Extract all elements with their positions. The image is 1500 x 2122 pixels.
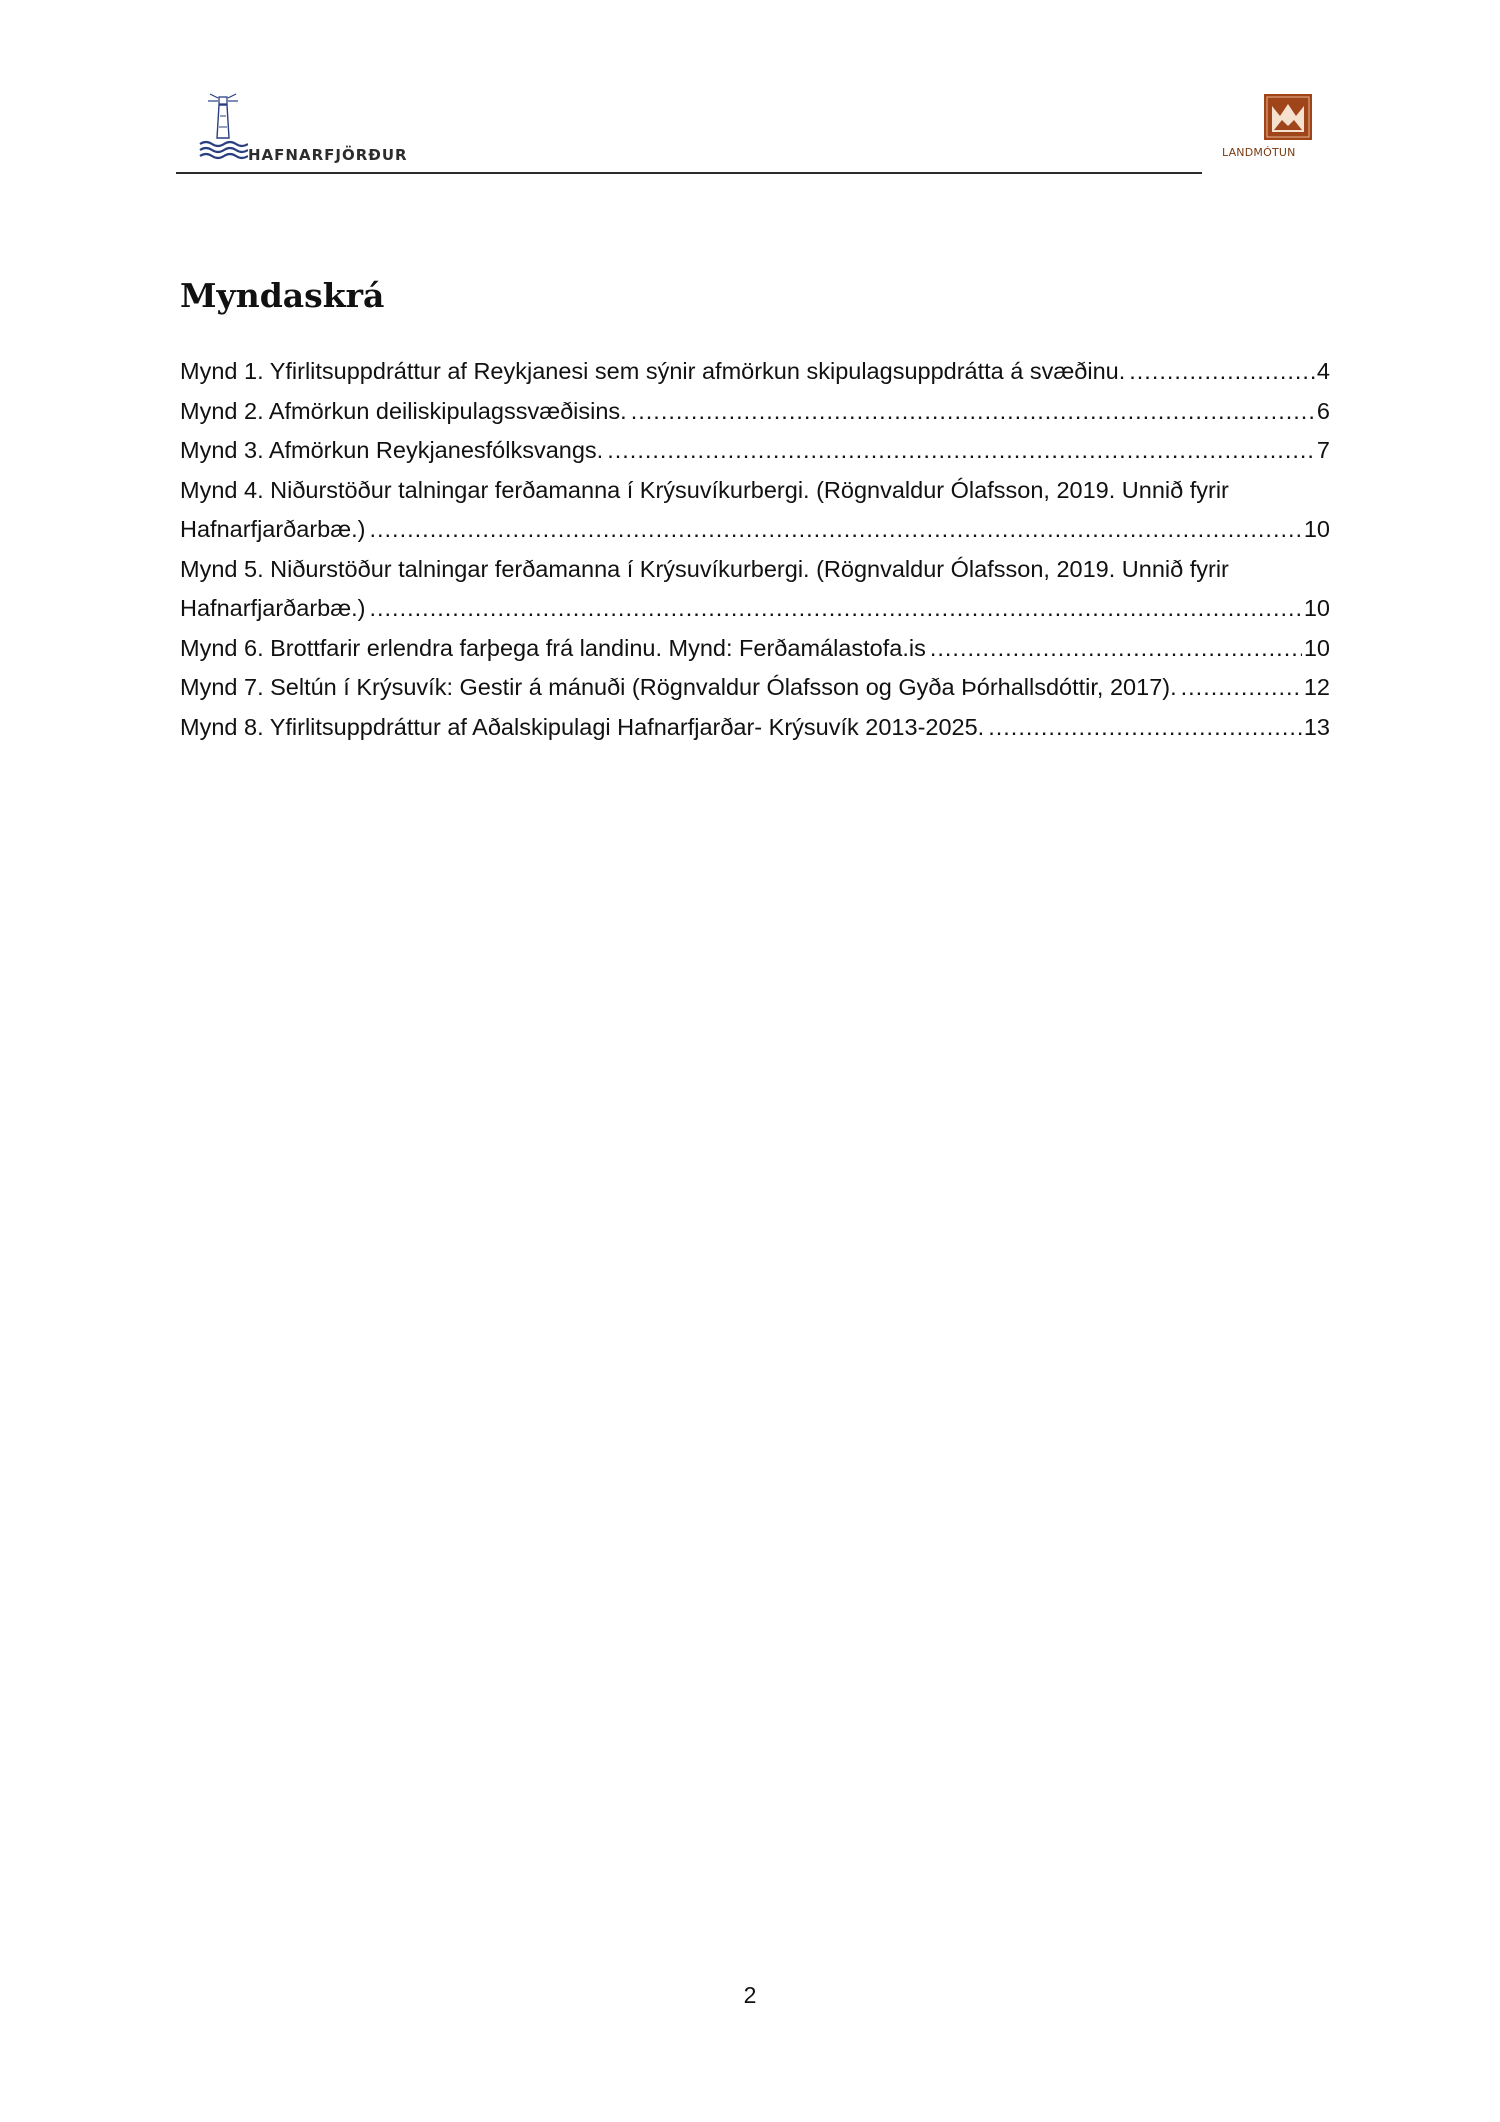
lighthouse-icon — [198, 92, 248, 164]
figure-page-number: 10 — [1303, 516, 1330, 542]
figure-entry-text: Mynd 2. Afmörkun deiliskipulagssvæðisins. — [180, 397, 627, 424]
figure-page-number: 7 — [1316, 437, 1330, 463]
dot-leader — [369, 589, 1301, 629]
dot-leader — [631, 392, 1315, 432]
figure-page-number: 13 — [1303, 713, 1330, 740]
list-of-figures — [180, 352, 1330, 747]
figure-entry-1[interactable] — [180, 352, 1330, 392]
figure-entry-text: Mynd 5. Niðurstöður talningar ferðamanna í Krýsuvíkurbergi. (Rögnvaldur Ólafsson, 2019. Unnið fyrir — [180, 555, 1229, 582]
figure-page-number: 12 — [1303, 674, 1330, 700]
landmotun-logo-icon — [1264, 94, 1314, 142]
dot-leader — [988, 708, 1302, 748]
figure-entry-2[interactable] — [180, 392, 1330, 432]
dot-leader — [369, 510, 1301, 550]
figure-page-number: 6 — [1316, 397, 1330, 424]
figure-entry-4[interactable] — [180, 471, 1330, 550]
landmotun-logo — [1222, 94, 1322, 164]
page-title: Myndaskrá — [180, 276, 385, 315]
figure-entry-3[interactable] — [180, 431, 1330, 471]
figure-entry-6[interactable] — [180, 629, 1330, 669]
figure-page-number: 10 — [1303, 595, 1330, 621]
figure-entry-8[interactable] — [180, 708, 1330, 748]
page-header — [0, 0, 1500, 180]
dot-leader — [607, 431, 1315, 471]
figure-entry-text-continued: Hafnarfjarðarbæ.) — [180, 595, 366, 621]
dot-leader — [1181, 668, 1302, 708]
dot-leader — [1129, 352, 1315, 392]
figure-entry-text: Mynd 6. Brottfarir erlendra farþega frá landinu. Mynd: Ferðamálastofa.is — [180, 634, 926, 661]
hafnarfjordur-logo — [198, 92, 438, 164]
figure-page-number: 10 — [1303, 634, 1330, 661]
figure-entry-text: Mynd 1. Yfirlitsuppdráttur af Reykjanesi sem sýnir afmörkun skipulagsuppdrátta á svæðinu. — [180, 358, 1126, 384]
dot-leader — [930, 629, 1302, 669]
figure-page-number: 4 — [1316, 358, 1330, 384]
page-number: 2 — [743, 1982, 757, 2008]
landmotun-logo-text: LANDMÓTUN — [1222, 146, 1296, 159]
figure-entry-7[interactable] — [180, 668, 1330, 708]
hafnarfjordur-logo-text: HAFNARFJÖRÐUR — [248, 146, 408, 164]
figure-entry-5[interactable] — [180, 550, 1330, 629]
figure-entry-text: Mynd 4. Niðurstöður talningar ferðamanna í Krýsuvíkurbergi. (Rögnvaldur Ólafsson, 2019. Unnið fyrir — [180, 476, 1229, 503]
figure-entry-text-continued: Hafnarfjarðarbæ.) — [180, 516, 366, 542]
figure-entry-text: Mynd 7. Seltún í Krýsuvík: Gestir á mánuði (Rögnvaldur Ólafsson og Gyða Þórhallsdóttir, 2017). — [180, 674, 1177, 700]
figure-entry-text: Mynd 8. Yfirlitsuppdráttur af Aðalskipulagi Hafnarfjarðar- Krýsuvík 2013-2025. — [180, 713, 985, 740]
figure-entry-text: Mynd 3. Afmörkun Reykjanesfólksvangs. — [180, 437, 604, 463]
header-divider — [176, 172, 1202, 174]
